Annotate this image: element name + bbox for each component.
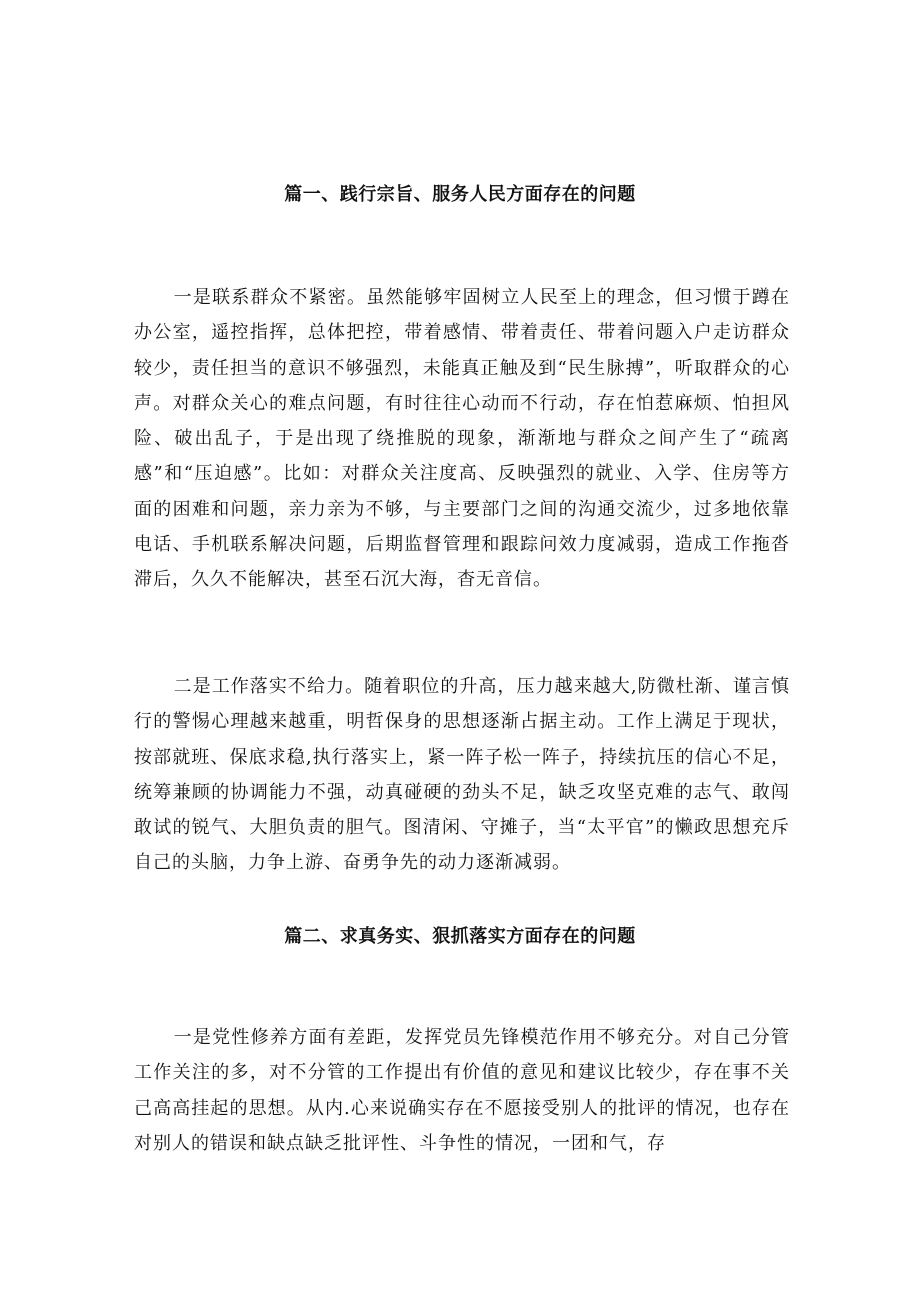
section-2-title: 篇二、求真务实、狠抓落实方面存在的问题: [284, 926, 636, 947]
section-2-paragraph-1: 一是党性修养方面有差距，发挥党员先锋模范作用不够充分。对自己分管工作关注的多，对不分管的工作提出有价值的意见和建议比较少，存在事不关己高高挂起的思想。从内.心来说确实存在不愿接受别人的批评的情况，也存在对别人的错误和缺点缺乏批评性、斗争性的情况，一团和气，存: [134, 1027, 790, 1154]
section-1-paragraph-2: 二是工作落实不给力。随着职位的升高，压力越来越大,防微杜渐、谨言慎行的警惕心理越来越重，明哲保身的思想逐渐占据主动。工作上满足于现状，按部就班、保底求稳,执行落实上，紧一阵子松一阵子，持续抗压的信心不足，统筹兼顾的协调能力不强，动真碰硬的劲头不足，缺乏攻坚克难的志气、敢闯敢试的锐气、大胆负责的胆气。图清闲、守摊子，当“太平官”的懒政思想充斥自己的头脑，力争上游、奋勇争先的动力逐渐减弱。: [134, 676, 790, 874]
section-1-title: 篇一、践行宗旨、服务人民方面存在的问题: [284, 184, 636, 205]
section-1-paragraph-1: 一是联系群众不紧密。虽然能够牢固树立人民至上的理念，但习惯于蹲在办公室，遥控指挥，总体把控，带着感情、带着责任、带着问题入户走访群众较少，责任担当的意识不够强烈，未能真正触及到“民生脉搏”，听取群众的心声。对群众关心的难点问题，有时往往心动而不行动，存在怕惹麻烦、怕担风险、破出乱子，于是出现了绕推脱的现象，渐渐地与群众之间产生了“疏离感”和“压迫感”。比如：对群众关注度高、反映强烈的就业、入学、住房等方面的困难和问题，亲力亲为不够，与主要部门之间的沟通交流少，过多地依靠电话、手机联系解决问题，后期监督管理和跟踪问效力度减弱，造成工作拖沓滞后，久久不能解决，甚至石沉大海，杳无音信。: [134, 287, 790, 591]
